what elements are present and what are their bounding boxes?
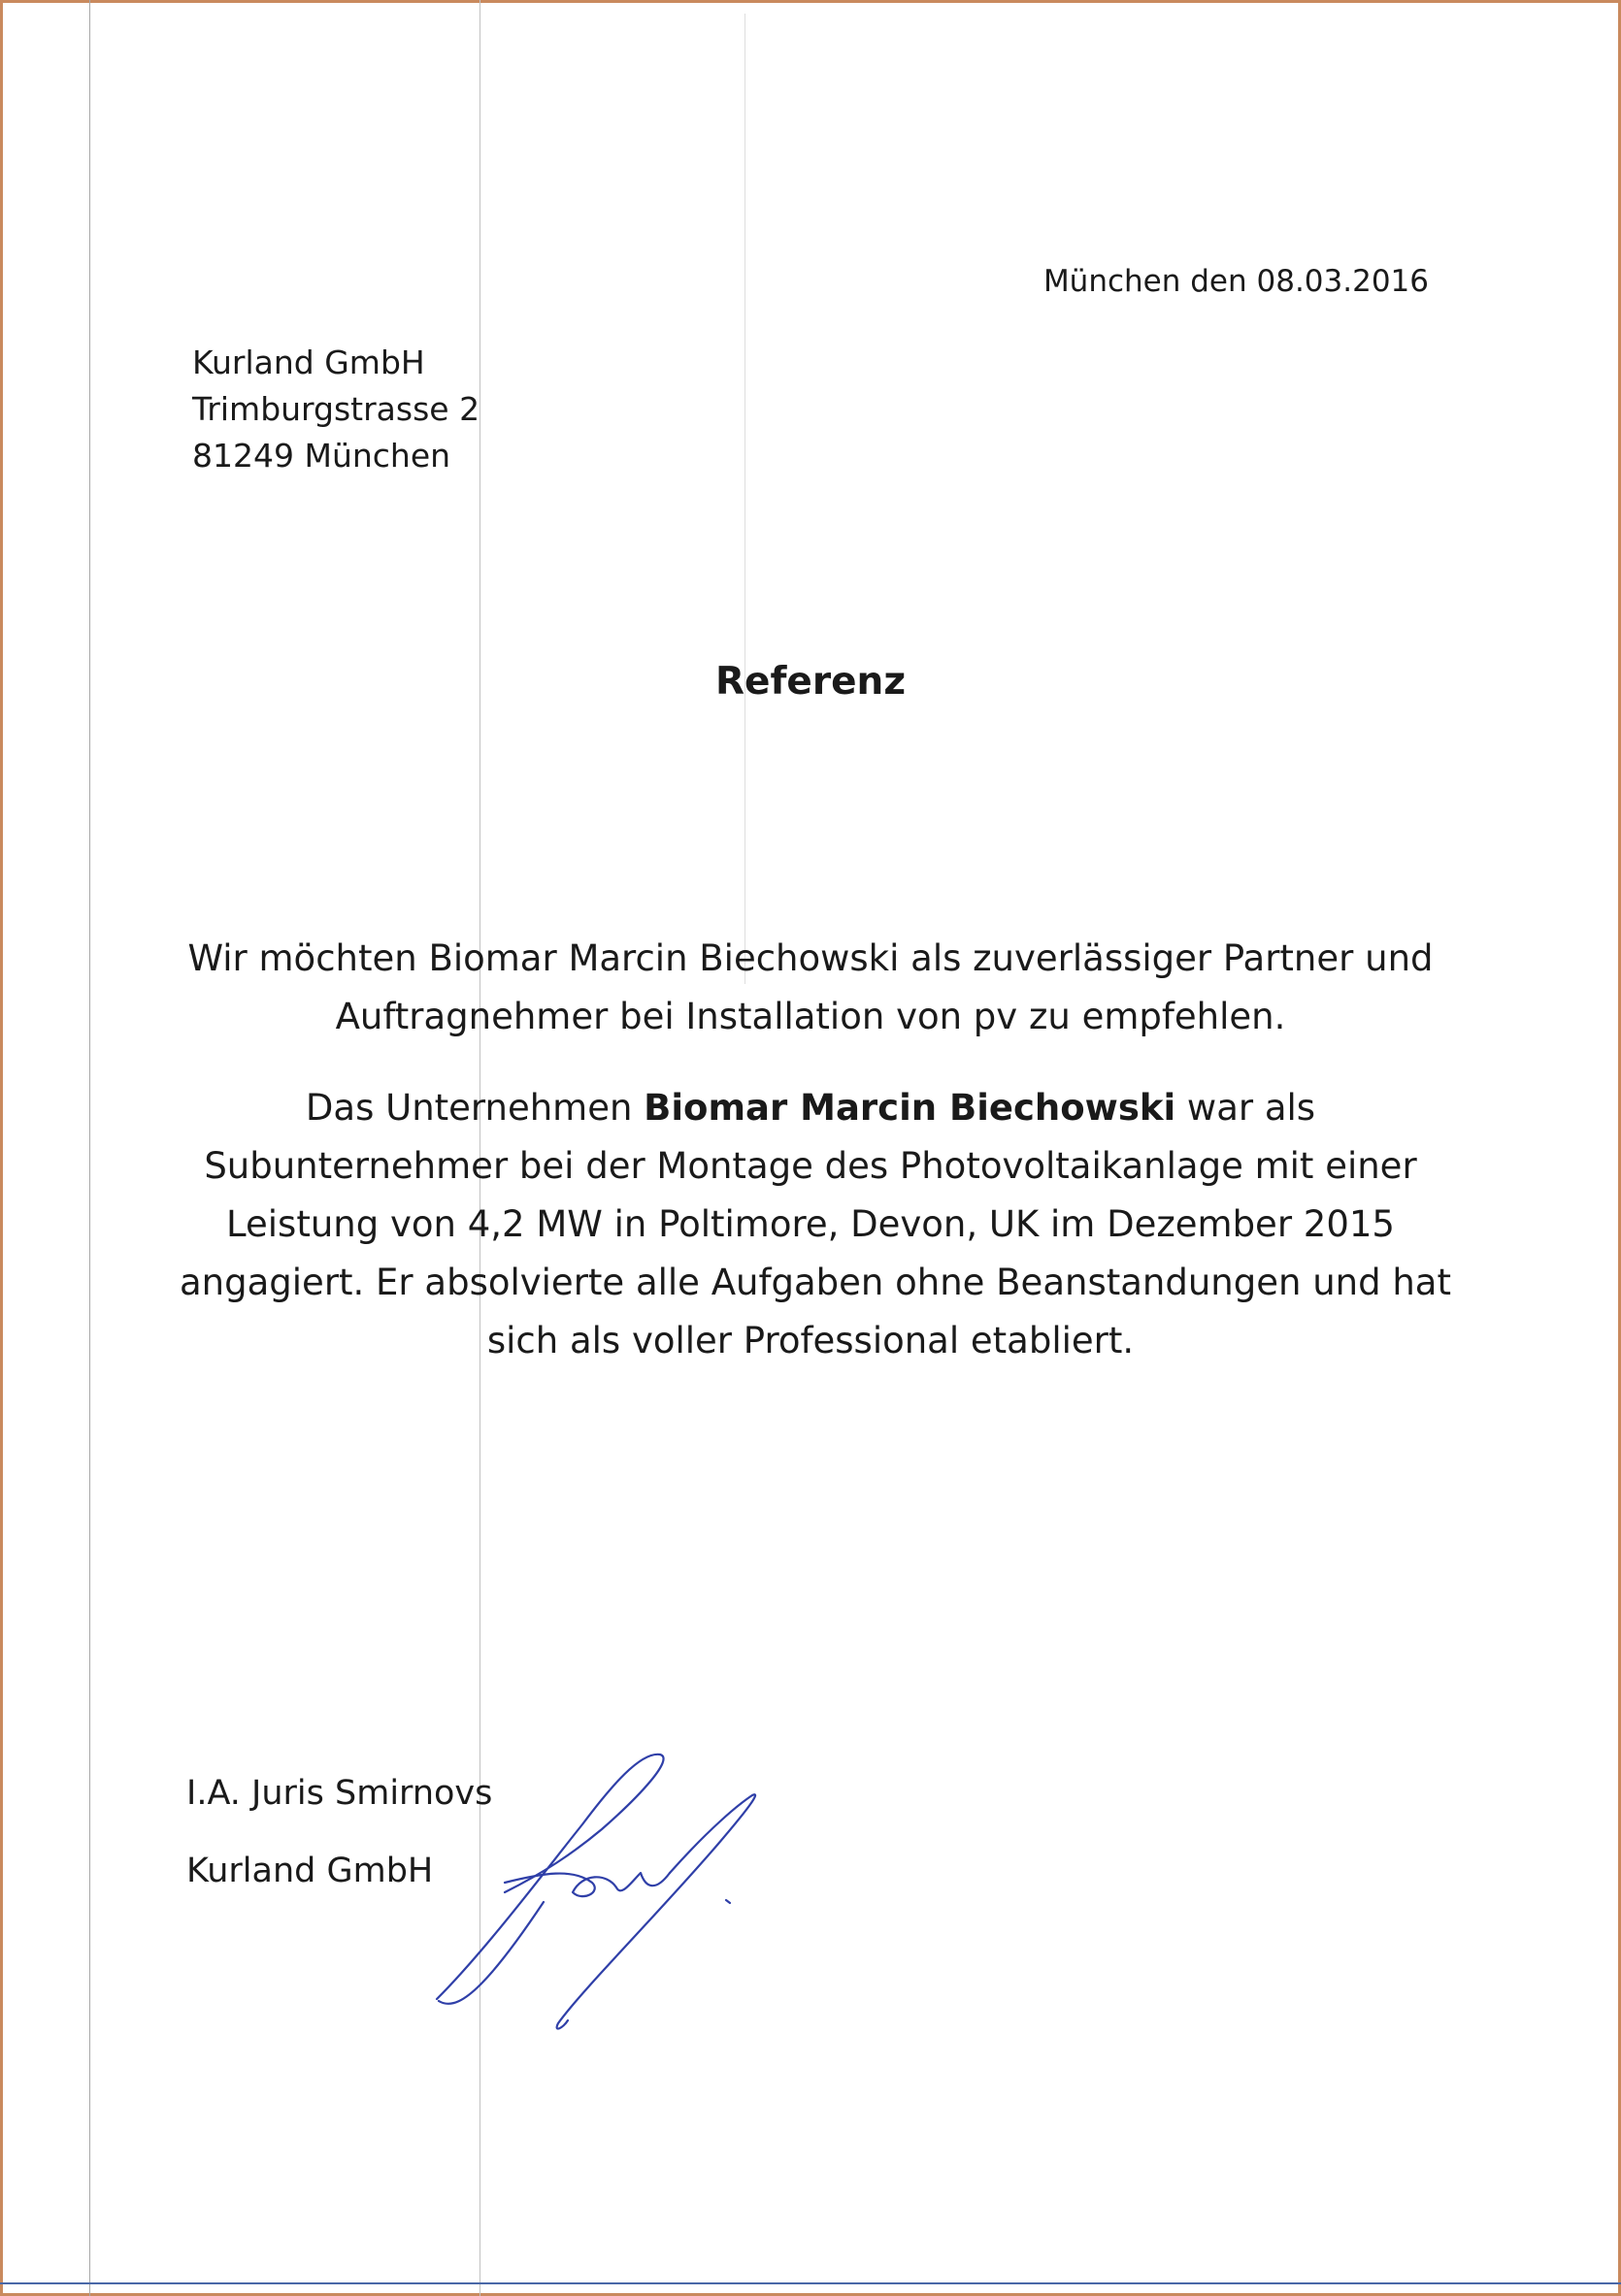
scan-fold-line-right (744, 14, 745, 984)
paragraph2-line3: Leistung von 4,2 MW in Poltimore, Devon, UK im Dezember 2015 (226, 1203, 1395, 1245)
sender-street: Trimburgstrasse 2 (192, 390, 480, 428)
paragraph2-line4: angagiert. Er absolvierte alle Aufgaben ohne Beanstandungen und hat (180, 1262, 1451, 1303)
recommendation-paragraph (180, 930, 1441, 1046)
paragraph2-line1-start: Das Unternehmen (305, 1087, 645, 1129)
paragraph2-line1-end: war als (1175, 1087, 1316, 1129)
sender-city: 81249 München (192, 437, 451, 475)
company-name-bold: Biomar Marcin Biechowski (644, 1087, 1176, 1129)
paragraph1-line1: Wir möchten Biomar Marcin Biechowski als zuverlässiger Partner und (187, 937, 1434, 979)
scan-fold-line-left (89, 0, 90, 2296)
paragraph2-line5: sich als voller Professional etabliert. (486, 1320, 1135, 1361)
project-paragraph (180, 1079, 1451, 1370)
bottom-edge-line (0, 2282, 1621, 2284)
paragraph2-line1 (180, 1079, 1441, 1137)
signer-name: I.A. Juris Smirnovs (186, 1774, 493, 1813)
sender-address (192, 340, 480, 479)
paragraph1-line2: Auftragnehmer bei Installation von pv zu empfehlen. (335, 996, 1286, 1037)
letter-date: München den 08.03.2016 (1042, 264, 1429, 299)
sender-company: Kurland GmbH (192, 344, 425, 381)
signer-company: Kurland GmbH (186, 1852, 434, 1890)
paragraph2-line2: Subunternehmer bei der Montage des Photovoltaikanlage mit einer (204, 1145, 1417, 1187)
letter-title: Referenz (714, 660, 907, 704)
handwritten-signature (427, 1737, 835, 2048)
